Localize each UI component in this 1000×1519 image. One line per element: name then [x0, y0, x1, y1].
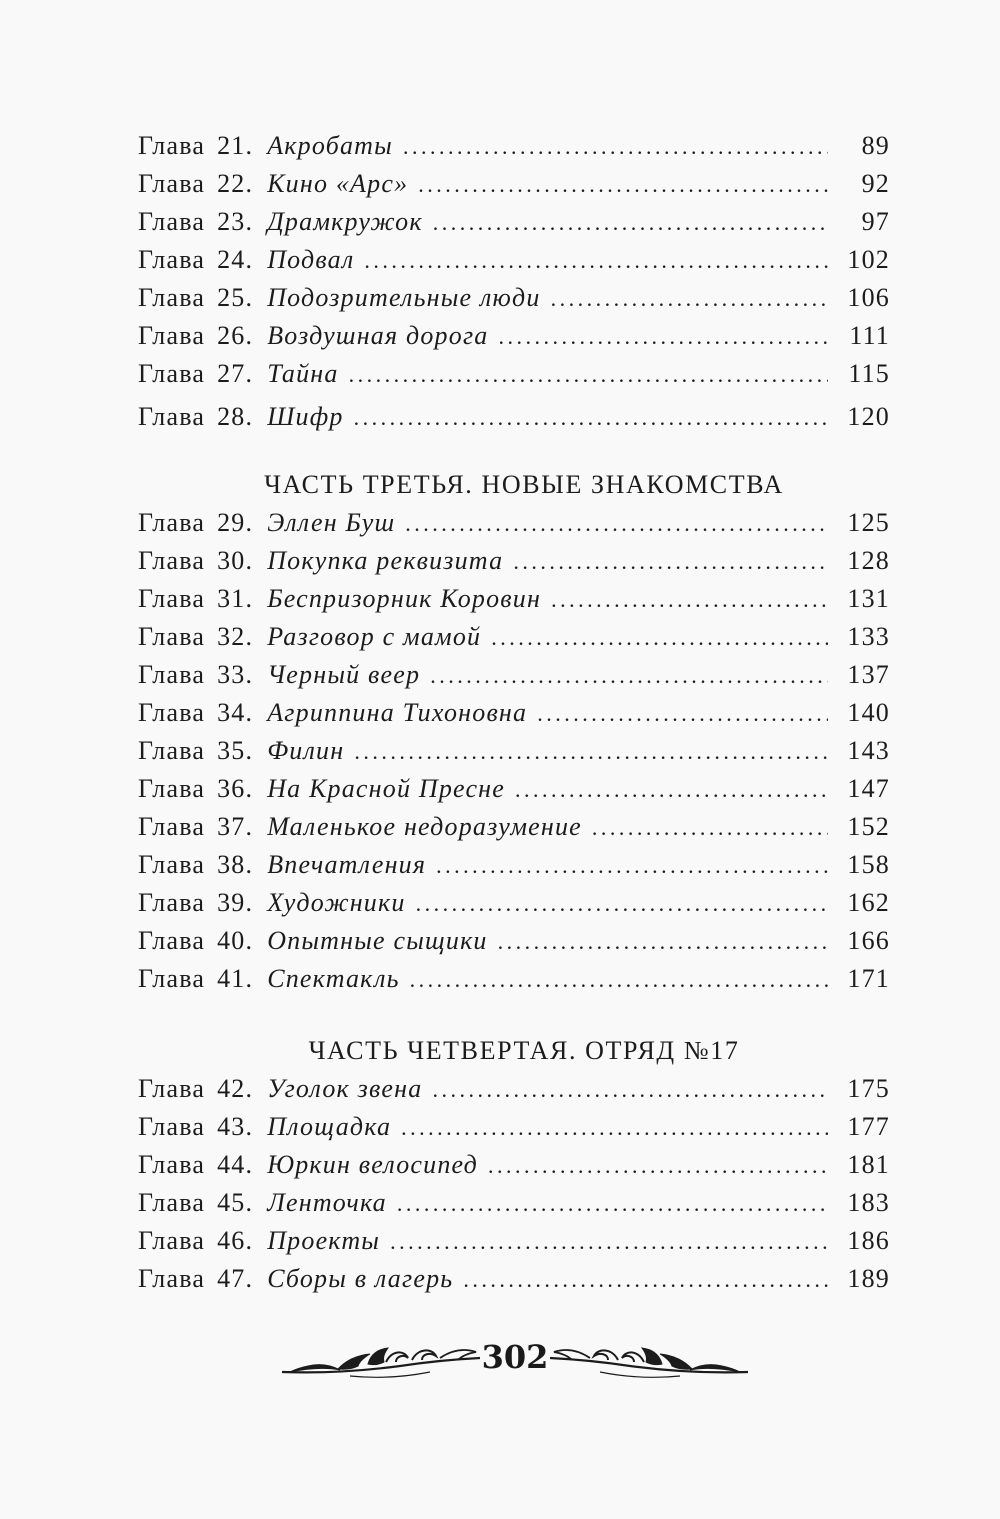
chapter-word: Глава	[138, 169, 206, 198]
chapter-number: 40.	[217, 926, 254, 955]
dot-leader	[401, 1115, 828, 1141]
chapter-title: Ленточка	[267, 1188, 387, 1217]
toc-entry[interactable]	[138, 964, 890, 1002]
chapter-page: 125	[847, 508, 890, 537]
chapter-title: Художники	[267, 888, 406, 917]
table-of-contents	[138, 131, 890, 1302]
chapter-word: Глава	[138, 207, 206, 236]
chapter-page: 89	[861, 131, 890, 160]
chapter-number: 37.	[217, 812, 254, 841]
page-number: 302	[481, 1338, 549, 1376]
chapter-word: Глава	[138, 584, 206, 613]
toc-entry[interactable]	[138, 1188, 890, 1226]
part-three-heading: ЧАСТЬ ТРЕТЬЯ. НОВЫЕ ЗНАКОМСТВА	[264, 470, 784, 499]
chapter-title: Подозрительные люди	[267, 283, 541, 312]
chapter-number: 34.	[217, 698, 254, 727]
dot-leader	[498, 929, 828, 955]
dot-leader	[515, 777, 828, 803]
chapter-number: 46.	[217, 1226, 254, 1255]
toc-entry[interactable]	[138, 169, 890, 207]
chapter-number: 21.	[217, 131, 254, 160]
toc-entry[interactable]	[138, 812, 890, 850]
chapter-number: 28.	[217, 402, 254, 431]
dot-leader	[592, 815, 828, 841]
dot-leader	[463, 1267, 828, 1293]
dot-leader	[397, 1191, 828, 1217]
chapter-page: 177	[847, 1112, 890, 1141]
toc-entry[interactable]	[138, 207, 890, 245]
chapter-page: 106	[847, 283, 890, 312]
chapter-title: Драмкружок	[267, 207, 423, 236]
toc-entry[interactable]	[138, 850, 890, 888]
dot-leader	[410, 967, 828, 993]
chapter-title: Площадка	[267, 1112, 392, 1141]
chapter-word: Глава	[138, 546, 206, 575]
dot-leader	[349, 362, 828, 388]
chapter-number: 27.	[217, 359, 254, 388]
page-footer	[280, 1336, 750, 1386]
chapter-word: Глава	[138, 1264, 206, 1293]
chapter-page: 181	[847, 1150, 890, 1179]
chapter-number: 39.	[217, 888, 254, 917]
chapter-title: Опытные сыщики	[267, 926, 488, 955]
dot-leader	[418, 172, 828, 198]
chapter-word: Глава	[138, 321, 206, 350]
chapter-word: Глава	[138, 1226, 206, 1255]
chapter-number: 44.	[217, 1150, 254, 1179]
toc-entry[interactable]	[138, 283, 890, 321]
chapter-title: Уголок звена	[267, 1074, 423, 1103]
chapter-page: 131	[847, 584, 890, 613]
chapter-word: Глава	[138, 131, 206, 160]
dot-leader	[390, 1229, 828, 1255]
chapter-number: 36.	[217, 774, 254, 803]
chapter-title: Филин	[267, 736, 345, 765]
chapter-word: Глава	[138, 926, 206, 955]
chapter-page: 97	[861, 207, 890, 236]
dot-leader	[354, 739, 828, 765]
dot-leader	[403, 134, 828, 160]
chapter-number: 24.	[217, 245, 254, 274]
chapter-page: 115	[848, 359, 890, 388]
part-two-list	[138, 131, 890, 440]
chapter-title: Эллен Буш	[267, 508, 396, 537]
chapter-title: Впечатления	[267, 850, 427, 879]
chapter-number: 38.	[217, 850, 254, 879]
chapter-title: Беспризорник Коровин	[267, 584, 542, 613]
chapter-page: 140	[847, 698, 890, 727]
chapter-title: Тайна	[267, 359, 339, 388]
dot-leader	[364, 248, 828, 274]
chapter-word: Глава	[138, 283, 206, 312]
chapter-number: 29.	[217, 508, 254, 537]
dot-leader	[551, 286, 828, 312]
dot-leader	[405, 511, 828, 537]
chapter-number: 31.	[217, 584, 254, 613]
chapter-page: 102	[847, 245, 890, 274]
dot-leader	[491, 625, 828, 651]
toc-entry[interactable]	[138, 622, 890, 660]
chapter-title: Разговор с мамой	[267, 622, 482, 651]
dot-leader	[354, 405, 828, 431]
chapter-word: Глава	[138, 1074, 206, 1103]
chapter-title: Воздушная дорога	[267, 321, 489, 350]
chapter-page: 120	[847, 402, 890, 431]
toc-entry[interactable]	[138, 321, 890, 359]
toc-entry[interactable]	[138, 660, 890, 698]
chapter-title: Сборы в лагерь	[267, 1264, 454, 1293]
dot-leader	[498, 324, 828, 350]
chapter-number: 25.	[217, 283, 254, 312]
part-four-list	[138, 1074, 890, 1302]
chapter-page: 158	[847, 850, 890, 879]
chapter-page: 186	[847, 1226, 890, 1255]
toc-entry[interactable]	[138, 584, 890, 622]
chapter-number: 32.	[217, 622, 254, 651]
chapter-word: Глава	[138, 1188, 206, 1217]
toc-entry[interactable]	[138, 1150, 890, 1188]
chapter-word: Глава	[138, 736, 206, 765]
chapter-title: Агриппина Тихоновна	[267, 698, 528, 727]
dot-leader	[537, 701, 828, 727]
chapter-word: Глава	[138, 622, 206, 651]
chapter-number: 26.	[217, 321, 254, 350]
chapter-title: Черный веер	[267, 660, 421, 689]
chapter-page: 147	[847, 774, 890, 803]
chapter-title: На Красной Пресне	[267, 774, 506, 803]
dot-leader	[513, 549, 828, 575]
chapter-page: 183	[847, 1188, 890, 1217]
toc-entry[interactable]	[138, 1226, 890, 1264]
chapter-word: Глава	[138, 850, 206, 879]
toc-entry[interactable]	[138, 245, 890, 283]
chapter-page: 133	[847, 622, 890, 651]
chapter-page: 189	[847, 1264, 890, 1293]
chapter-word: Глава	[138, 508, 206, 537]
chapter-page: 171	[847, 964, 890, 993]
part-three-list	[138, 508, 890, 1002]
chapter-page: 152	[847, 812, 890, 841]
chapter-number: 23.	[217, 207, 254, 236]
toc-entry[interactable]	[138, 1264, 890, 1302]
toc-entry[interactable]	[138, 888, 890, 926]
chapter-title: Покупка реквизита	[267, 546, 504, 575]
toc-entry[interactable]	[138, 359, 890, 397]
chapter-word: Глава	[138, 888, 206, 917]
dot-leader	[432, 1077, 828, 1103]
chapter-title: Кино «Арс»	[267, 169, 409, 198]
chapter-number: 33.	[217, 660, 254, 689]
chapter-number: 45.	[217, 1188, 254, 1217]
chapter-title: Шифр	[267, 402, 344, 431]
chapter-number: 30.	[217, 546, 254, 575]
toc-entry[interactable]	[138, 1112, 890, 1150]
dot-leader	[488, 1153, 828, 1179]
chapter-word: Глава	[138, 812, 206, 841]
chapter-word: Глава	[138, 402, 206, 431]
dot-leader	[436, 853, 828, 879]
chapter-word: Глава	[138, 359, 206, 388]
chapter-page: 137	[847, 660, 890, 689]
chapter-number: 41.	[217, 964, 254, 993]
chapter-title: Подвал	[267, 245, 355, 274]
dot-leader	[433, 210, 828, 236]
chapter-page: 111	[849, 321, 890, 350]
chapter-title: Спектакль	[267, 964, 400, 993]
toc-entry[interactable]	[138, 546, 890, 584]
chapter-word: Глава	[138, 660, 206, 689]
chapter-page: 175	[847, 1074, 890, 1103]
chapter-word: Глава	[138, 245, 206, 274]
chapter-title: Проекты	[267, 1226, 381, 1255]
chapter-title: Маленькое недоразумение	[267, 812, 582, 841]
toc-entry[interactable]	[138, 131, 890, 169]
chapter-page: 143	[847, 736, 890, 765]
toc-entry[interactable]	[138, 736, 890, 774]
chapter-title: Юркин велосипед	[267, 1150, 479, 1179]
part-four-heading: ЧАСТЬ ЧЕТВЕРТАЯ. ОТРЯД №17	[308, 1036, 740, 1065]
chapter-number: 42.	[217, 1074, 254, 1103]
chapter-page: 128	[847, 546, 890, 575]
toc-entry[interactable]	[138, 774, 890, 812]
chapter-title: Акробаты	[267, 131, 393, 160]
chapter-page: 92	[861, 169, 890, 198]
toc-entry[interactable]	[138, 926, 890, 964]
toc-entry[interactable]	[138, 1074, 890, 1112]
chapter-number: 35.	[217, 736, 254, 765]
chapter-word: Глава	[138, 1112, 206, 1141]
chapter-word: Глава	[138, 774, 206, 803]
chapter-word: Глава	[138, 698, 206, 727]
dot-leader	[551, 587, 828, 613]
chapter-page: 162	[847, 888, 890, 917]
chapter-number: 43.	[217, 1112, 254, 1141]
chapter-word: Глава	[138, 1150, 206, 1179]
dot-leader	[416, 891, 828, 917]
dot-leader	[430, 663, 828, 689]
toc-entry[interactable]	[138, 402, 890, 440]
chapter-number: 47.	[217, 1264, 254, 1293]
chapter-word: Глава	[138, 964, 206, 993]
chapter-number: 22.	[217, 169, 254, 198]
toc-entry[interactable]	[138, 698, 890, 736]
toc-entry[interactable]	[138, 508, 890, 546]
chapter-page: 166	[847, 926, 890, 955]
